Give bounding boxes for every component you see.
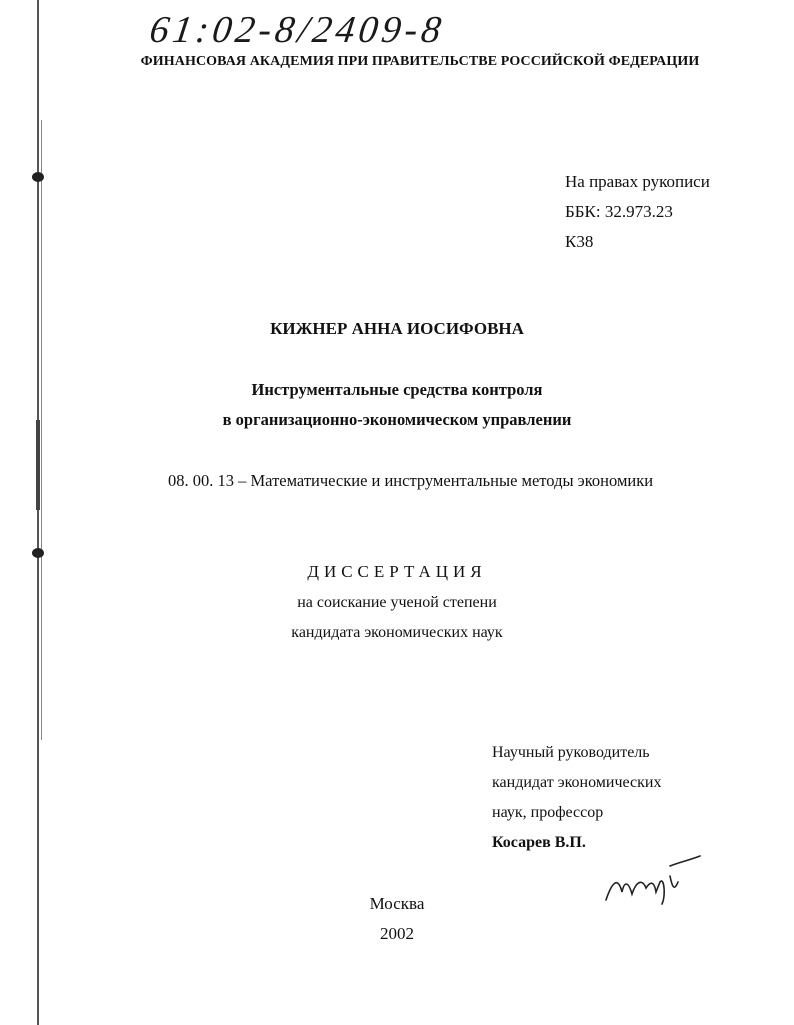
degree-line2: кандидата экономических наук [291, 624, 503, 641]
specialty: 08. 00. 13 – Математические и инструментальные методы экономики [168, 471, 654, 490]
author-mark: К38 [565, 232, 594, 251]
supervisor-title2: наук, профессор [492, 804, 604, 821]
supervisor-name: Косарев В.П. [492, 834, 586, 851]
bbk-code: ББК: 32.973.23 [565, 202, 673, 221]
scan-mark [32, 548, 44, 558]
scan-margin-line [41, 120, 42, 740]
degree-line1: на соискание ученой степени [297, 594, 497, 611]
scan-margin-line [36, 420, 40, 510]
city: Москва [369, 894, 425, 913]
scan-mark [32, 172, 44, 182]
institution-name: ФИНАНСОВАЯ АКАДЕМИЯ ПРИ ПРАВИТЕЛЬСТВЕ РОССИЙСКОЙ ФЕДЕРАЦИИ [140, 54, 700, 69]
dissertation-title-line1: Инструментальные средства контроля [251, 380, 543, 399]
scan-margin-line [37, 0, 39, 1025]
document-type: ДИССЕРТАЦИЯ [307, 562, 487, 581]
archive-number: 61:02-8/2409-8 [147, 9, 448, 51]
supervisor-title1: кандидат экономических [492, 774, 662, 791]
manuscript-rights: На правах рукописи [565, 172, 710, 191]
dissertation-title-line2: в организационно-экономическом управлении [222, 410, 572, 429]
supervisor-role: Научный руководитель [492, 744, 650, 761]
author-name: КИЖНЕР АННА ИОСИФОВНА [270, 319, 524, 338]
year: 2002 [380, 924, 414, 943]
